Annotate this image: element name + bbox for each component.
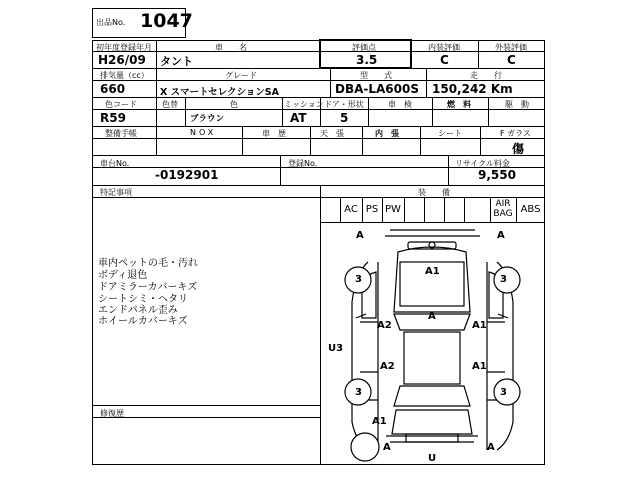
cc-label: 排気量（cc）	[100, 71, 149, 80]
damage-mark: A2	[380, 361, 395, 372]
score-label: 評価点	[352, 43, 376, 52]
mission-label: ミッション	[284, 100, 324, 109]
equip-airbag: AIR BAG	[493, 199, 513, 219]
doors-value: 5	[340, 111, 349, 125]
col-line	[426, 68, 427, 97]
recycle-value: 9,550	[478, 168, 516, 182]
score-value: 3.5	[356, 53, 378, 67]
damage-mark: A1	[372, 416, 387, 427]
interior-trim-label: 内 張	[375, 129, 399, 138]
notes-title: 特記事項	[100, 188, 132, 197]
col-line	[432, 97, 433, 126]
damage-mark: A2	[377, 320, 392, 331]
row-line	[92, 417, 320, 418]
chassis-label: 車台No.	[100, 159, 130, 168]
exterior-label: 外装評価	[495, 43, 527, 52]
sunroof-label: 天 張	[320, 129, 344, 138]
equip-abs: ABS	[520, 204, 541, 215]
model-value: DBA-LA600S	[335, 82, 419, 96]
model-label: 型 式	[360, 71, 392, 80]
row-line	[92, 405, 320, 406]
mileage-label: 走 行	[470, 71, 502, 80]
damage-mark: 3	[355, 387, 362, 398]
col-line	[404, 197, 405, 222]
color-code-label: 色コード	[105, 100, 137, 109]
col-line	[444, 197, 445, 222]
color-code-value: R59	[100, 111, 126, 125]
col-line	[424, 197, 425, 222]
damage-mark: 3	[500, 387, 507, 398]
nox-label: NOX	[190, 128, 217, 137]
equip-ac: AC	[344, 204, 358, 215]
color-label: 色	[230, 100, 238, 109]
damage-mark: A	[487, 442, 495, 453]
repair-title: 修復歴	[100, 409, 124, 418]
fglass-value: 傷	[512, 142, 525, 156]
damage-mark: 3	[355, 274, 362, 285]
fglass-label: F ガラス	[500, 129, 531, 138]
maint-label: 整備手帳	[105, 129, 137, 138]
color-type-label: 色替	[162, 100, 178, 109]
col-line	[310, 126, 311, 155]
note-line: ボディ退色	[98, 270, 148, 281]
col-line	[448, 155, 449, 185]
row-line	[92, 155, 545, 156]
row-line	[92, 197, 545, 198]
equip-pw: PW	[385, 204, 401, 215]
drive-label: 駆 動	[505, 100, 529, 109]
damage-mark: A	[497, 230, 505, 241]
lot-label: 出品No.	[96, 18, 126, 27]
history-label: 車 歴	[262, 129, 286, 138]
damage-mark: U3	[328, 343, 344, 354]
damage-mark: A	[383, 442, 391, 453]
damage-mark: U	[428, 453, 437, 464]
col-line	[156, 40, 157, 68]
damage-mark: A1	[425, 266, 440, 277]
col-line	[156, 68, 157, 97]
equip-ps: PS	[365, 204, 379, 215]
col-line	[368, 97, 369, 126]
reg-label: 登録No.	[288, 159, 318, 168]
damage-mark: 3	[500, 274, 507, 285]
col-line	[156, 97, 157, 126]
col-line	[156, 126, 157, 155]
grade-value: X スマートセレクションSA	[160, 87, 279, 98]
color-value: ブラウン	[190, 114, 225, 124]
damage-mark: A	[428, 311, 436, 322]
col-line	[242, 126, 243, 155]
note-line: シートシミ・ヘタリ	[98, 294, 188, 305]
doors-label: ドア・形状	[324, 100, 364, 109]
col-line	[480, 126, 481, 155]
grade-label: グレード	[225, 71, 257, 80]
car-damage-diagram	[320, 222, 545, 465]
damage-mark: A	[356, 230, 364, 241]
note-line: ドアミラーカバーキズ	[98, 282, 198, 293]
damage-mark: A1	[472, 320, 487, 331]
recycle-label: リサイクル料金	[455, 159, 510, 168]
sheet-label: シート	[438, 129, 462, 138]
col-line	[464, 197, 465, 222]
lot-number: 1047	[140, 10, 193, 32]
car-name-label: 車 名	[215, 43, 247, 52]
damage-mark: A1	[472, 361, 487, 372]
col-line	[282, 97, 283, 126]
col-line	[280, 155, 281, 185]
chassis-value: -0192901	[155, 168, 219, 182]
car-name-value: タント	[160, 55, 193, 68]
year-label: 初年度登録年月	[96, 43, 152, 52]
row-line	[92, 138, 545, 139]
cc-value: 660	[100, 82, 126, 96]
year-value: H26/09	[98, 53, 146, 67]
interior-label: 内装評価	[428, 43, 460, 52]
note-line: 車内ペットの毛・汚れ	[98, 258, 198, 269]
row-line	[92, 126, 545, 127]
interior-value: C	[440, 53, 449, 67]
col-line	[478, 40, 479, 68]
exterior-value: C	[507, 53, 516, 67]
note-line: エンドパネル歪み	[98, 305, 178, 316]
mileage-value: 150,242 Km	[432, 82, 513, 96]
col-line	[330, 68, 331, 97]
col-line	[362, 126, 363, 155]
mission-value: AT	[290, 111, 307, 125]
col-line	[185, 97, 186, 126]
col-line	[420, 126, 421, 155]
fuel-label: 燃 料	[447, 100, 471, 109]
row-line	[92, 185, 545, 186]
note-line: ホイールカバーキズ	[98, 316, 188, 327]
inspection-label: 車 検	[388, 100, 412, 109]
equipment-title: 装 備	[418, 188, 450, 197]
col-line	[488, 97, 489, 126]
